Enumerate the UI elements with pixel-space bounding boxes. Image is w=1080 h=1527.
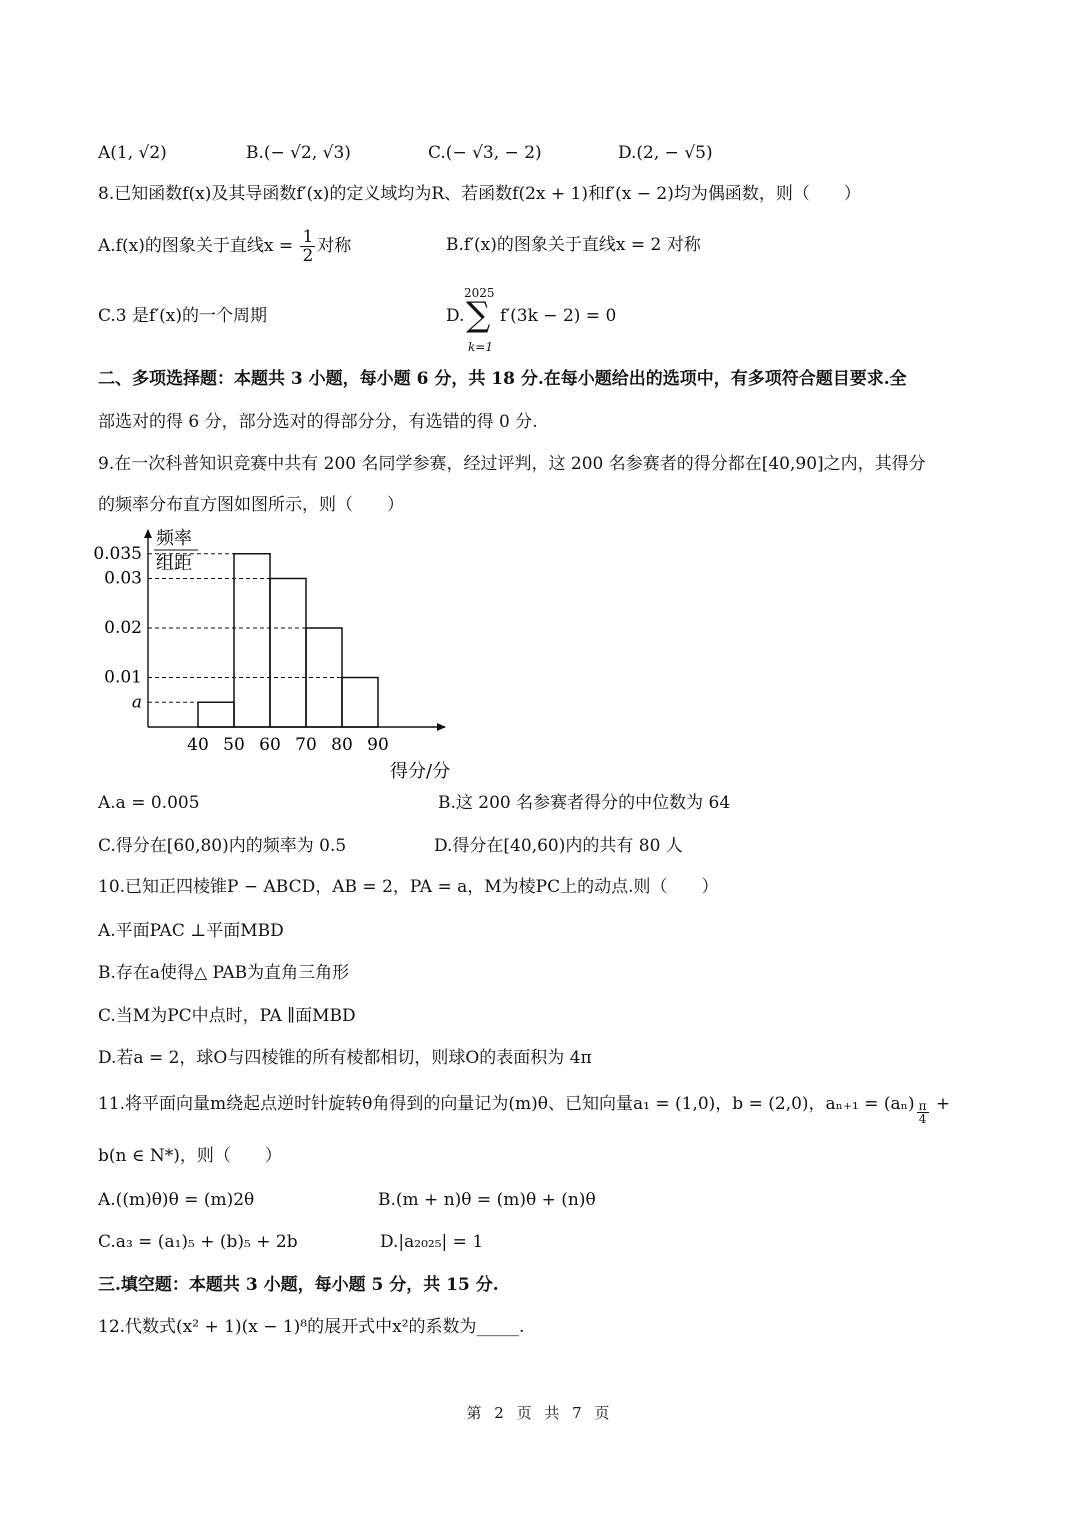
histogram-bar-0 [198,702,234,727]
q10-stem: 10.已知正四棱锥P − ABCD，AB = 2，PA = a，M为棱PC上的动点.则（ ） [98,877,719,897]
fraction-numerator: 1 [302,227,314,247]
q9-option-d: D.得分在[40,60)内的共有 80 人 [434,836,683,856]
section3-instructions: 三.填空题：本题共 3 小题，每小题 5 分，共 15 分. [98,1275,499,1295]
x-tick-label-0: 40 [187,735,209,755]
q8-option-b: B.f′(x)的图象关于直线x = 2 对称 [446,235,701,255]
q11-stem-line1 [98,1093,950,1125]
q11-stem-line2: b(n ∈ N*)，则（ ） [98,1146,282,1166]
q11-option-c: C.a₃ = (a₁)₅ + (b)₅ + 2b [98,1232,298,1252]
histogram-bar-4 [342,678,378,728]
y-tick-label-2: 0.02 [104,618,142,638]
y-axis-label-top: 频率 [156,528,192,549]
q9-option-a: A.a = 0.005 [98,793,200,813]
x-tick-label-2: 60 [259,735,281,755]
fraction-numerator: π [918,1099,927,1113]
q11-option-d: D.|a₂₀₂₅| = 1 [380,1232,484,1252]
histogram-bar-1 [234,554,270,727]
q7-option-b: B.(− √2, √3) [246,143,351,163]
q9-stem-line2: 的频率分布直方图如图所示，则（ ） [98,495,404,515]
q8-option-c: C.3 是f′(x)的一个周期 [98,306,268,326]
q7-option-a: A(1, √2) [98,143,167,163]
x-axis-label: 得分/分 [390,761,451,782]
y-tick-label-4: 0.035 [93,543,142,564]
q10-option-b: B.存在a使得△ PAB为直角三角形 [98,963,350,983]
fraction-denominator: 2 [302,246,314,266]
x-tick-label-1: 50 [223,735,245,755]
x-tick-label-5: 90 [367,735,389,755]
q9-stem-line1: 9.在一次科普知识竞赛中共有 200 名同学参赛，经过评判，这 200 名参赛者的得分都在[40,90]之内，其得分 [98,454,926,474]
q11-option-a: A.((m)θ)θ = (m)2θ [98,1190,255,1210]
q10-option-a: A.平面PAC ⊥平面MBD [98,921,284,941]
q11-stem-suffix: + [930,1094,951,1114]
page-footer: 第 2 页 共 7 页 [466,1404,614,1422]
x-tick-label-3: 70 [295,735,317,755]
q11-subscript-fraction [917,1100,929,1125]
q9-option-b: B.这 200 名参赛者得分的中位数为 64 [438,793,731,813]
y-tick-label-1: 0.01 [104,667,142,688]
q7-option-d: D.(2, − √5) [618,143,713,163]
sum-lower-limit: k=1 [468,340,493,354]
q8-option-a-text: A.f(x)的图象关于直线x = [98,236,299,256]
section2-instructions-line1: 二、多项选择题：本题共 3 小题，每小题 6 分，共 18 分.在每小题给出的选项中，有多项符合题目要求.全 [98,369,907,389]
q8-option-d-expression: f′(3k − 2) = 0 [500,306,617,326]
q8-stem: 8.已知函数f(x)及其导函数f′(x)的定义域均为R、若函数f(2x + 1)和f′(x − 2)均为偶函数，则（ ） [98,184,861,204]
sum-sigma: ∑ [466,295,491,335]
q9-option-c: C.得分在[60,80)内的频率为 0.5 [98,836,347,856]
q10-option-c: C.当M为PC中点时，PA ∥面MBD [98,1006,356,1026]
x-tick-label-4: 80 [331,735,353,755]
section2-instructions-line2: 部选对的得 6 分，部分选对的得部分分，有选错的得 0 分. [98,412,538,432]
q8-option-a-fraction [300,228,315,265]
y-tick-label-3: 0.03 [104,568,142,589]
y-tick-label-0: a [131,692,142,713]
q7-option-c: C.(− √3, − 2) [428,143,542,163]
q8-option-a [98,224,351,268]
fraction-denominator: 4 [918,1112,927,1126]
q10-option-d: D.若a = 2，球O与四棱锥的所有棱都相切，则球O的表面积为 4π [98,1048,592,1068]
y-axis-label-bottom: 组距 [156,553,192,574]
frequency-histogram [90,522,470,782]
q8-option-d-prefix: D. [446,306,465,326]
sum-upper-limit: 2025 [464,286,495,300]
q11-option-b: B.(m + n)θ = (m)θ + (n)θ [378,1190,596,1210]
q12-stem: 12.代数式(x² + 1)(x − 1)⁸的展开式中x²的系数为_____. [98,1317,525,1337]
q11-stem-text: 11.将平面向量m绕起点逆时针旋转θ角得到的向量记为(m)θ、已知向量a₁ = (1,0)，b = (2,0)，aₙ₊₁ = (aₙ) [98,1094,915,1114]
q8-option-a-suffix: 对称 [317,236,352,256]
histogram-bar-2 [270,579,306,728]
